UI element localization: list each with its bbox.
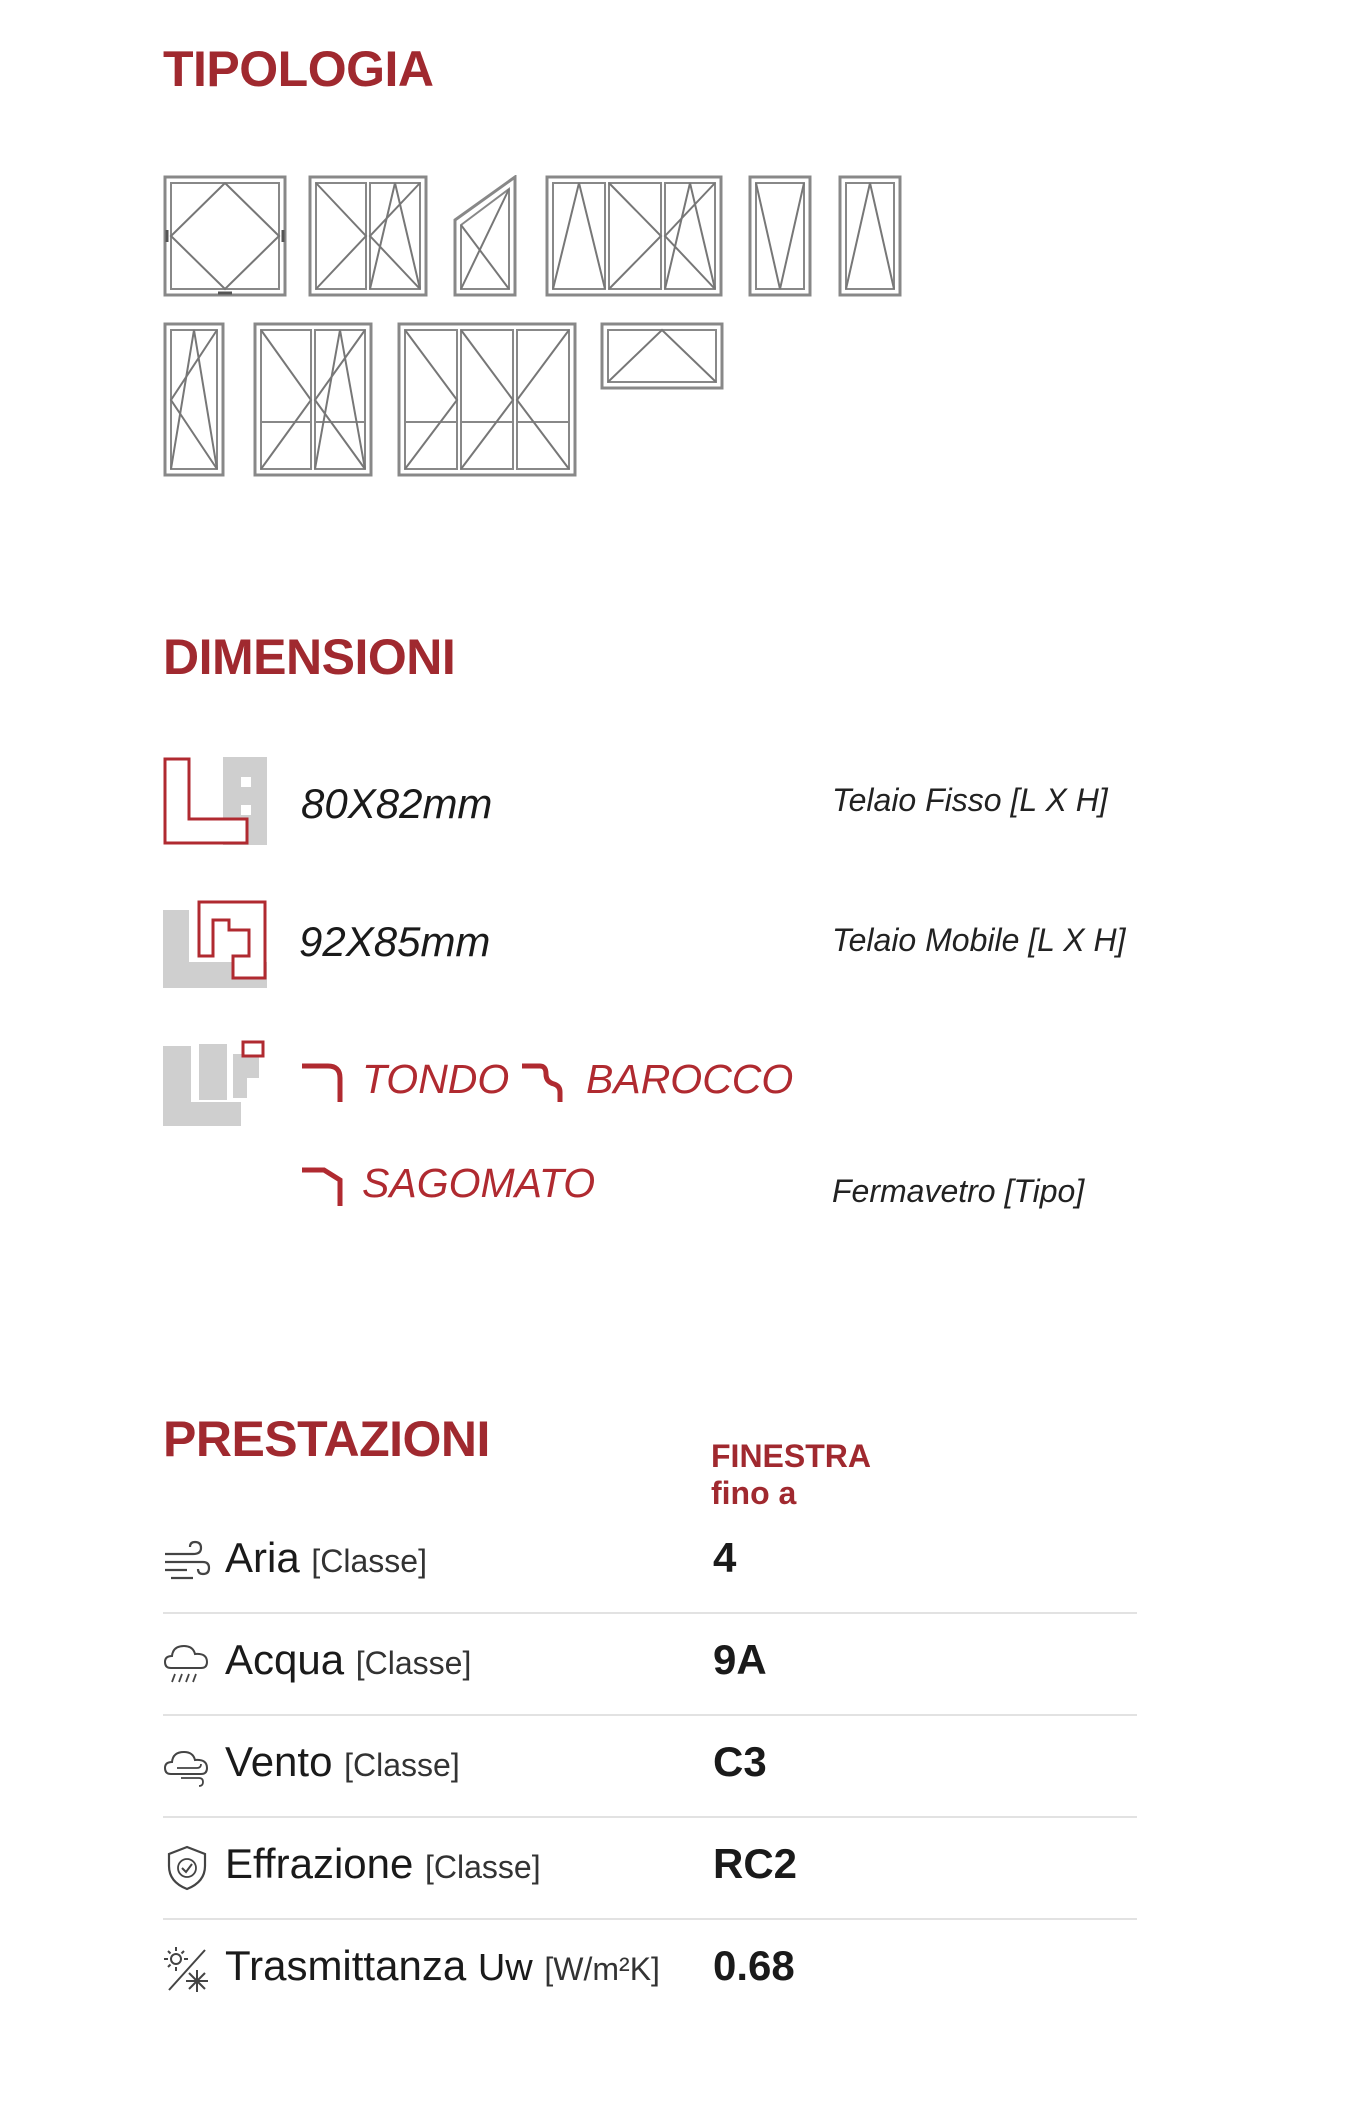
- window-type-single-tilt-icon: [748, 175, 812, 297]
- performance-row-trasmittanza: [163, 1920, 1137, 2022]
- sun-snowflake-icon: [163, 1946, 211, 1994]
- window-column-header-line1: FINESTRA: [711, 1438, 871, 1474]
- performance-unit: [Classe]: [355, 1645, 472, 1681]
- performance-value: 4: [713, 1534, 737, 1581]
- performance-name: [225, 1636, 471, 1684]
- performance-name: [225, 1738, 460, 1786]
- performance-value: 0.68: [713, 1942, 795, 1989]
- performance-name-text: Acqua: [225, 1636, 345, 1683]
- glazing-bead-label: Fermavetro [Tipo]: [832, 1173, 1085, 1209]
- window-type-triple-sash-icon: [545, 175, 723, 297]
- wind-cloud-icon: [163, 1742, 211, 1790]
- performance-unit: [W/m²K]: [544, 1951, 660, 1987]
- shield-check-icon: [163, 1844, 211, 1892]
- window-column-header-line2: fino a: [711, 1475, 797, 1511]
- window-type-single-hopper-icon: [838, 175, 902, 297]
- performance-value: C3: [713, 1738, 767, 1785]
- performance-unit: [Classe]: [425, 1849, 541, 1885]
- fixed-frame-value: 80X82mm: [301, 780, 493, 827]
- section-title-prestazioni: PRESTAZIONI: [163, 1411, 490, 1467]
- fixed-frame-label: Telaio Fisso [L X H]: [832, 782, 1108, 818]
- performance-name-text: Aria: [225, 1534, 300, 1581]
- performance-name-text: Trasmittanza: [225, 1942, 467, 1989]
- window-type-narrow-tilt-turn-icon: [163, 322, 225, 477]
- barocco-profile-icon: [520, 1058, 570, 1104]
- performance-name-suffix: Uw: [477, 1947, 533, 1989]
- rain-cloud-icon: [163, 1640, 211, 1688]
- window-type-trapezoid-icon: [453, 175, 519, 297]
- window-type-awning-icon: [600, 322, 724, 390]
- performance-name: [225, 1840, 541, 1888]
- glazing-bead-type-sagomato: SAGOMATO: [362, 1160, 596, 1206]
- window-type-double-sash-transom-icon: [253, 322, 373, 477]
- tondo-profile-icon: [300, 1058, 350, 1104]
- sash-frame-profile-icon: [163, 900, 267, 993]
- performance-row-acqua: [163, 1614, 1137, 1716]
- performance-row-aria: [163, 1512, 1137, 1614]
- performance-value: 9A: [713, 1636, 767, 1683]
- performance-name: [225, 1534, 427, 1582]
- section-title-tipologia: TIPOLOGIA: [163, 41, 434, 97]
- sash-frame-label: Telaio Mobile [L X H]: [832, 922, 1126, 958]
- performance-value: RC2: [713, 1840, 798, 1887]
- performance-unit: [Classe]: [311, 1543, 427, 1579]
- window-type-triple-sash-transom-icon: [397, 322, 577, 477]
- performance-name-text: Effrazione: [225, 1840, 414, 1887]
- fixed-frame-profile-icon: [163, 757, 267, 850]
- window-column-header: [711, 1438, 871, 1512]
- performance-row-vento: [163, 1716, 1137, 1818]
- glazing-bead-type-barocco: BAROCCO: [586, 1056, 794, 1102]
- performance-row-effrazione: [163, 1818, 1137, 1920]
- glazing-bead-profile-icon: [163, 1040, 267, 1131]
- sagomato-profile-icon: [300, 1162, 350, 1208]
- window-type-tilt-turn-icon: [163, 175, 287, 297]
- performance-name-text: Vento: [225, 1738, 333, 1785]
- performance-name: [225, 1942, 660, 1990]
- window-type-double-sash-icon: [308, 175, 428, 297]
- wind-icon: [163, 1538, 211, 1586]
- glazing-bead-type-tondo: TONDO: [362, 1056, 510, 1102]
- sash-frame-value: 92X85mm: [299, 918, 491, 965]
- section-title-dimensioni: DIMENSIONI: [163, 629, 456, 685]
- performance-unit: [Classe]: [344, 1747, 460, 1783]
